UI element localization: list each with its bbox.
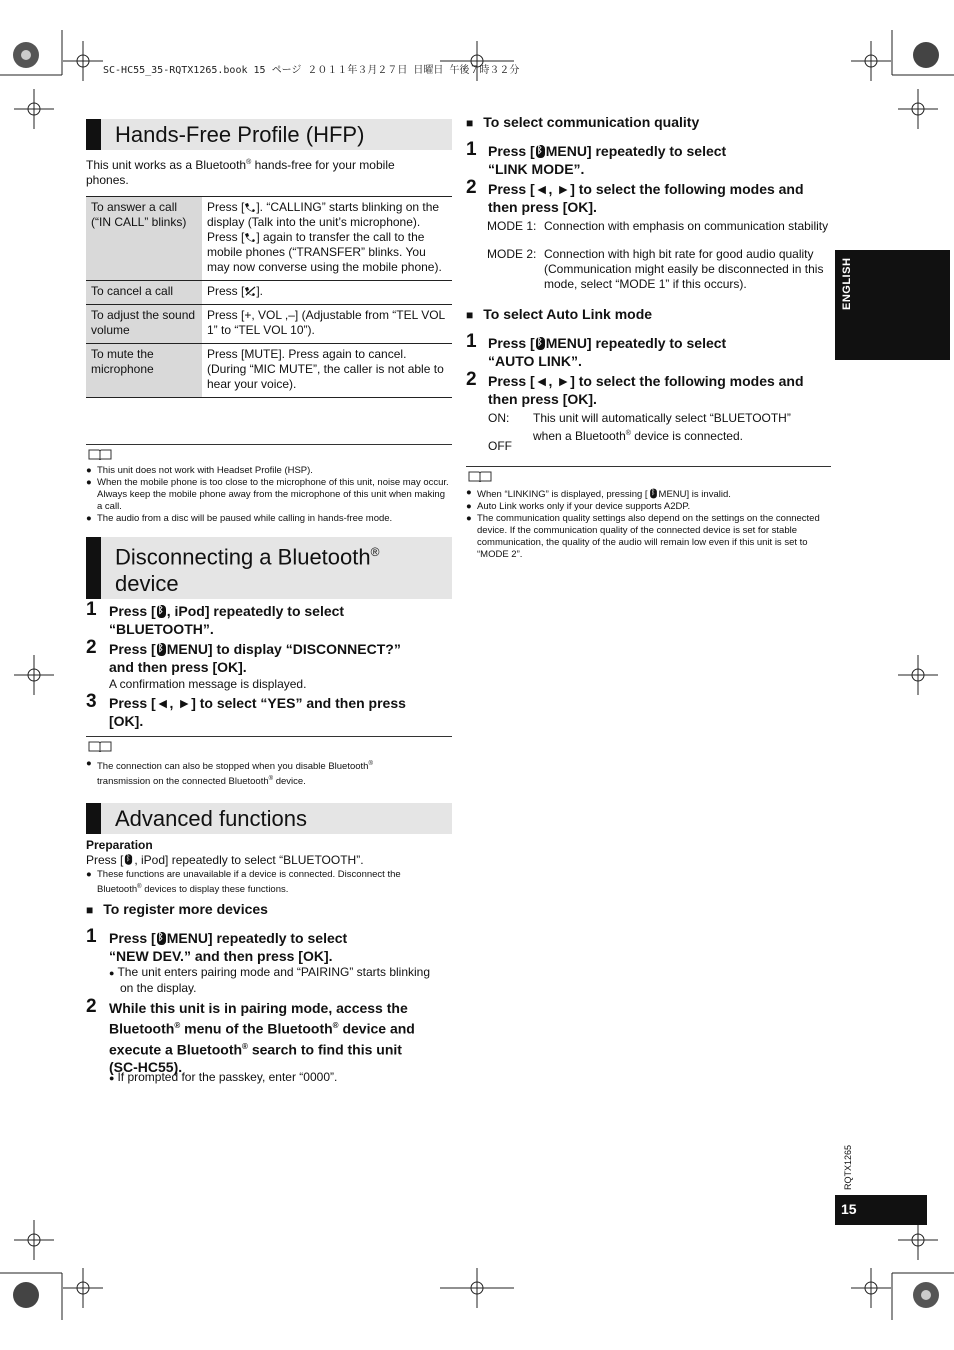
autolink-step-1: Press [ᛒ MENU] repeatedly to select “AUTO LINK”.	[488, 334, 833, 370]
auto-link-off-label: OFF	[488, 439, 512, 453]
list-item: ● The audio from a disc will be paused while calling in hands-free mode.	[86, 513, 393, 524]
step-number: 2	[466, 369, 477, 390]
bluetooth-icon	[125, 854, 132, 864]
hfp-notes	[86, 465, 452, 525]
communication-quality-heading: ■ To select communication quality	[466, 114, 700, 130]
disconnect-step-3: Press [◄, ►] to select “YES” and then press [OK].	[109, 695, 406, 729]
mode-1-description: Connection with emphasis on communication stability	[544, 219, 829, 233]
table-cell-label: To mute the microphone	[86, 344, 202, 398]
mode-1-label: MODE 1:	[487, 219, 537, 233]
bluetooth-icon	[650, 489, 657, 499]
table-row	[86, 344, 452, 398]
step-number: 1	[86, 926, 97, 947]
disconnect-step-1: Press [ᛒ , iPod] repeatedly to select “BLUETOOTH”.	[109, 602, 454, 638]
divider	[466, 466, 831, 467]
table-cell-label: To adjust the sound volume	[86, 305, 202, 344]
step-number: 2	[466, 177, 477, 198]
mode-2-label: MODE 2:	[487, 247, 537, 261]
preparation-text: Press [ᛒ , iPod] repeatedly to select “BLUETOOTH”.	[86, 853, 364, 868]
section-title-advanced: Advanced functions	[86, 803, 452, 834]
divider	[86, 444, 452, 445]
step-number: 1	[86, 599, 97, 620]
table-cell-value: Press [+, VOL ,–] (Adjustable from “TEL VOL 1” to “TEL VOL 10”).	[202, 305, 452, 344]
table-cell-label: To answer a call (“IN CALL” blinks)	[86, 197, 202, 281]
preparation-note	[86, 869, 452, 896]
hfp-operations-table	[86, 196, 452, 398]
auto-link-heading: ■ To select Auto Link mode	[466, 306, 653, 322]
note-book-icon	[88, 741, 112, 752]
list-item: ● This unit does not work with Headset Profile (HSP).	[86, 465, 313, 476]
phone-icon	[244, 232, 256, 242]
list-item: ● When “LINKING” is displayed, pressing [ᛒ MENU] is invalid.	[466, 487, 832, 501]
note-book-icon	[468, 471, 492, 482]
register-step-1-detail: ● The unit enters pairing mode and “PAIRING” starts blinking on the display.	[109, 965, 431, 995]
list-item: ● When the mobile phone is too close to the microphone of this unit, noise may occur. Always keep the mobile phone away from the microphone of this unit when making a call.	[86, 477, 449, 512]
auto-link-notes	[466, 487, 832, 561]
auto-link-on-label: ON:	[488, 411, 510, 425]
bluetooth-icon	[157, 605, 166, 618]
page-number: 15	[835, 1195, 927, 1225]
disconnect-step-2: Press [ᛒ MENU] to display “DISCONNECT?” and then press [OK].	[109, 640, 454, 676]
register-step-2-detail: ● If prompted for the passkey, enter “0000”.	[109, 1070, 338, 1084]
hang-up-phone-icon	[244, 286, 256, 296]
document-code: RQTX1265	[843, 1144, 853, 1190]
table-row	[86, 305, 452, 344]
step-number: 1	[466, 331, 477, 352]
table-row	[86, 197, 452, 281]
bluetooth-icon	[536, 337, 545, 350]
register-step-1: Press [ᛒ MENU] repeatedly to select “NEW DEV.” and then press [OK].	[109, 929, 454, 965]
auto-link-on-description: This unit will automatically select “BLUETOOTH” when a Bluetooth® device is connected.	[533, 411, 791, 443]
step-number: 1	[466, 139, 477, 160]
preparation-heading: Preparation	[86, 838, 153, 852]
bluetooth-icon	[536, 145, 545, 158]
note-book-icon	[88, 449, 112, 460]
language-tab: ENGLISH	[835, 250, 950, 360]
table-cell-label: To cancel a call	[86, 281, 202, 305]
phone-icon	[244, 202, 256, 212]
list-item: ● The connection can also be stopped when you disable Bluetooth® transmission on the connected Bluetooth® device.	[86, 758, 373, 788]
file-header: SC-HC55_35-RQTX1265.book 15 ページ ２０１１年３月２７日 日曜日 午後７時３２分	[103, 65, 520, 76]
bluetooth-icon	[157, 932, 166, 945]
step-number: 2	[86, 637, 97, 658]
list-item: ● These functions are unavailable if a device is connected. Disconnect the Bluetooth® devices to display these functions.	[86, 869, 401, 896]
table-cell-value: Press [MUTE]. Press again to cancel. (During “MIC MUTE”, the caller is not able to hear your voice).	[202, 344, 452, 398]
table-cell-value: Press [ ].	[202, 281, 452, 305]
table-row	[86, 281, 452, 305]
list-item: ● The communication quality settings also depend on the settings on the connected device. If the communication quality of the connected device is set for stable communication, the quality of the audio will remain low even if this unit is set to “MODE 2”.	[466, 513, 820, 560]
autolink-step-2: Press [◄, ►] to select the following modes and then press [OK].	[488, 373, 804, 407]
quality-step-1: Press [ᛒ MENU] repeatedly to select “LINK MODE”.	[488, 142, 833, 178]
register-devices-heading: ■ To register more devices	[86, 901, 268, 917]
hfp-intro: This unit works as a Bluetooth® hands-free for your mobile phones.	[86, 158, 395, 187]
step-number: 3	[86, 691, 97, 712]
list-item: ● Auto Link works only if your device supports A2DP.	[466, 501, 691, 512]
section-title-hfp: Hands-Free Profile (HFP)	[86, 119, 452, 150]
bluetooth-icon	[157, 643, 166, 656]
divider	[86, 736, 452, 737]
mode-2-description: Connection with high bit rate for good audio quality (Communication might easily be disconnected in this mode, select “MODE 1” if this occurs).	[544, 247, 824, 291]
section-title-disconnect: Disconnecting a Bluetooth® device	[86, 537, 452, 599]
table-cell-value: Press [ ]. “CALLING” starts blinking on the display (Talk into the unit’s microphone). Press [ ] again to transfer the call to the mobile phones (“TRANSFER” blinks. You may now converse using the mobile phone).	[202, 197, 452, 281]
register-step-2: While this unit is in pairing mode, access the Bluetooth® menu of the Bluetooth® device and execute a Bluetooth® search to find this unit (SC-HC55).	[109, 1000, 415, 1076]
disconnect-step-2-detail: A confirmation message is displayed.	[109, 677, 307, 691]
disconnect-note	[86, 758, 452, 788]
quality-step-2: Press [◄, ►] to select the following modes and then press [OK].	[488, 181, 804, 215]
step-number: 2	[86, 996, 97, 1017]
